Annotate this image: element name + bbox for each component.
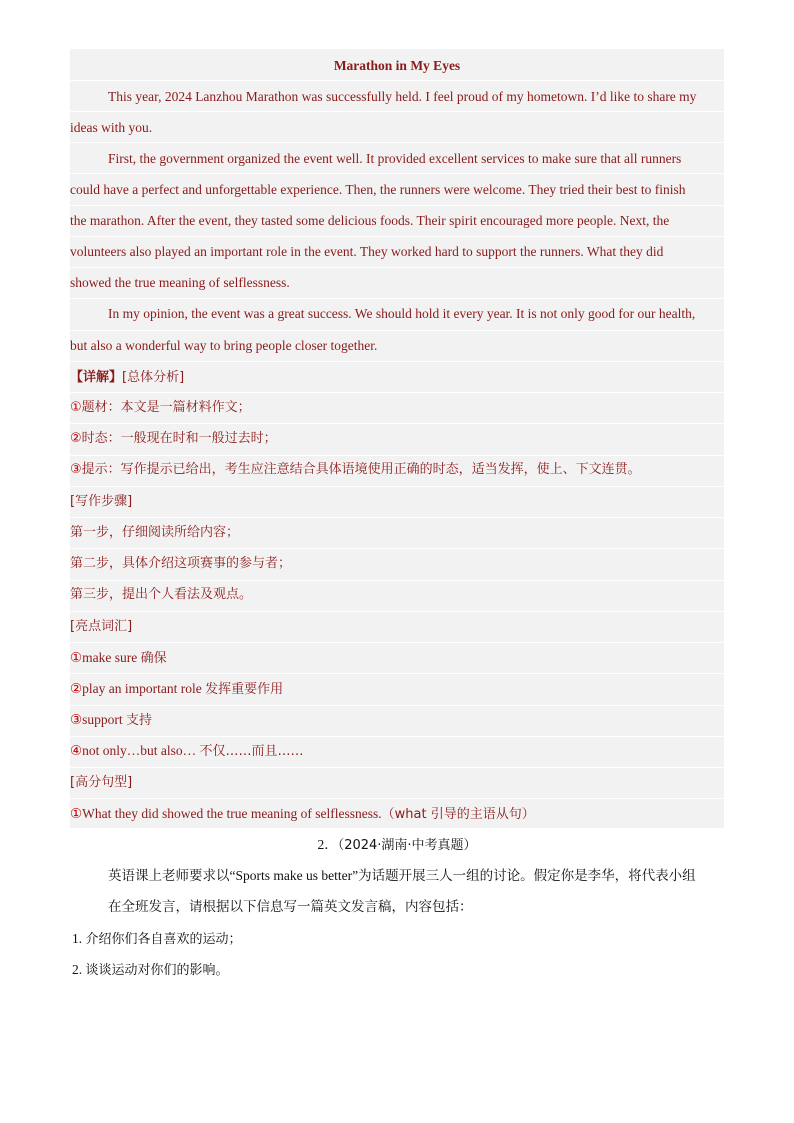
row-separator — [70, 205, 724, 206]
item-number: ④ — [70, 743, 83, 759]
row-separator — [70, 236, 724, 237]
item-text: 题材：本文是一篇材料作文； — [81, 400, 251, 415]
vocab-item — [70, 710, 724, 731]
question-point — [72, 960, 229, 981]
item-number: ③ — [70, 462, 82, 477]
vocab-chinese: 确保 — [140, 651, 167, 666]
item-number: ② — [70, 431, 82, 446]
row-separator — [70, 705, 724, 706]
topic-phrase: “Sports make us better” — [229, 868, 359, 883]
question-prompt-line — [108, 866, 696, 886]
analysis-item — [70, 398, 724, 418]
analysis-item — [70, 429, 724, 449]
question-point — [72, 929, 242, 950]
row-separator — [70, 486, 724, 487]
essay-line: showed the true meaning of selflessness. — [70, 275, 290, 290]
analysis-heading — [70, 367, 724, 388]
row-separator — [70, 767, 724, 768]
prompt-text: 为话题开展三人一组的讨论。假定你是李华，将代表小组 — [358, 868, 696, 884]
detail-marker: 【详解】 — [70, 370, 123, 385]
essay-line: could have a perfect and unforgettable experience. Then, the runners were welcome. They tried their best to finish — [70, 182, 686, 197]
point-text: 介绍你们各自喜欢的运动； — [85, 932, 242, 947]
item-number: ① — [70, 400, 82, 415]
step-item: 第一步，仔细阅读所给内容； — [70, 525, 240, 540]
sentence-item — [70, 804, 724, 825]
row-separator — [70, 173, 724, 174]
prompt-text: 英语课上老师要求以 — [108, 868, 230, 884]
vocab-english: not only…but also… — [82, 743, 200, 758]
item-number: ① — [70, 650, 83, 666]
essay-line: First, the government organized the event well. It provided excellent services to make sure that all runners — [108, 151, 682, 166]
row-separator — [70, 580, 724, 581]
vocab-heading: [亮点词汇] — [70, 619, 133, 634]
row-separator — [70, 548, 724, 549]
question-header — [70, 835, 724, 856]
point-text: 谈谈运动对你们的影响。 — [85, 963, 229, 978]
essay-line: but also a wonderful way to bring people closer together. — [70, 338, 378, 353]
essay-line: ideas with you. — [70, 120, 153, 135]
essay-line: In my opinion, the event was a great success. We should hold it every year. It is not only good for our health, — [108, 306, 696, 321]
row-separator — [70, 267, 724, 268]
item-number: ③ — [70, 712, 83, 728]
row-separator — [70, 798, 724, 799]
item-text: 提示：写作提示已给出，考生应注意结合具体语境使用正确的时态，适当发挥，使上、下文连贯。 — [81, 462, 641, 477]
row-separator — [70, 361, 724, 362]
row-separator — [70, 330, 724, 331]
vocab-item — [70, 741, 724, 762]
essay-line: volunteers also played an important role in the event. They worked hard to support the runners. What they did — [70, 244, 664, 259]
point-number: 1. — [72, 931, 86, 946]
row-separator — [70, 111, 724, 112]
vocab-english: support — [82, 712, 126, 727]
item-number: ① — [70, 806, 83, 822]
row-separator — [70, 455, 724, 456]
sentence-chinese: （what 引导的主语从句） — [381, 807, 535, 822]
row-separator — [70, 673, 724, 674]
vocab-chinese: 发挥重要作用 — [205, 682, 284, 697]
row-separator — [70, 642, 724, 643]
item-text: 时态：一般现在时和一般过去时； — [81, 431, 277, 446]
essay-line: This year, 2024 Lanzhou Marathon was successfully held. I feel proud of my hometown. I’d like to share my — [108, 89, 697, 104]
essay-line: the marathon. After the event, they tasted some delicious foods. Their spirit encouraged more people. Next, the — [70, 213, 670, 228]
vocab-item — [70, 648, 724, 669]
row-separator — [70, 142, 724, 143]
essay-title: Marathon in My Eyes — [333, 58, 461, 73]
item-number: ② — [70, 681, 83, 697]
vocab-english: play an important role — [82, 681, 206, 696]
vocab-chinese: 支持 — [125, 713, 152, 728]
sentence-heading: [高分句型] — [70, 775, 133, 790]
row-separator — [70, 611, 724, 612]
step-item: 第三步，提出个人看法及观点。 — [70, 587, 253, 602]
steps-heading: [写作步骤] — [70, 494, 133, 509]
vocab-chinese: 不仅……而且…… — [199, 744, 304, 759]
vocab-item — [70, 679, 724, 700]
question-number: 2． — [317, 837, 338, 852]
question-prompt-line: 在全班发言，请根据以下信息写一篇英文发言稿，内容包括： — [108, 899, 473, 915]
step-item: 第二步，具体介绍这项赛事的参与者； — [70, 556, 292, 571]
point-number: 2. — [72, 962, 86, 977]
row-separator — [70, 736, 724, 737]
row-separator — [70, 392, 724, 393]
overall-analysis-label: [总体分析] — [122, 370, 185, 385]
analysis-item — [70, 460, 724, 480]
row-separator — [70, 298, 724, 299]
row-separator — [70, 423, 724, 424]
question-source: （2024·湖南·中考真题） — [337, 838, 477, 853]
vocab-english: make sure — [82, 650, 141, 665]
sentence-english: What they did showed the true meaning of selflessness. — [82, 806, 382, 821]
row-separator — [70, 80, 724, 81]
row-separator — [70, 517, 724, 518]
